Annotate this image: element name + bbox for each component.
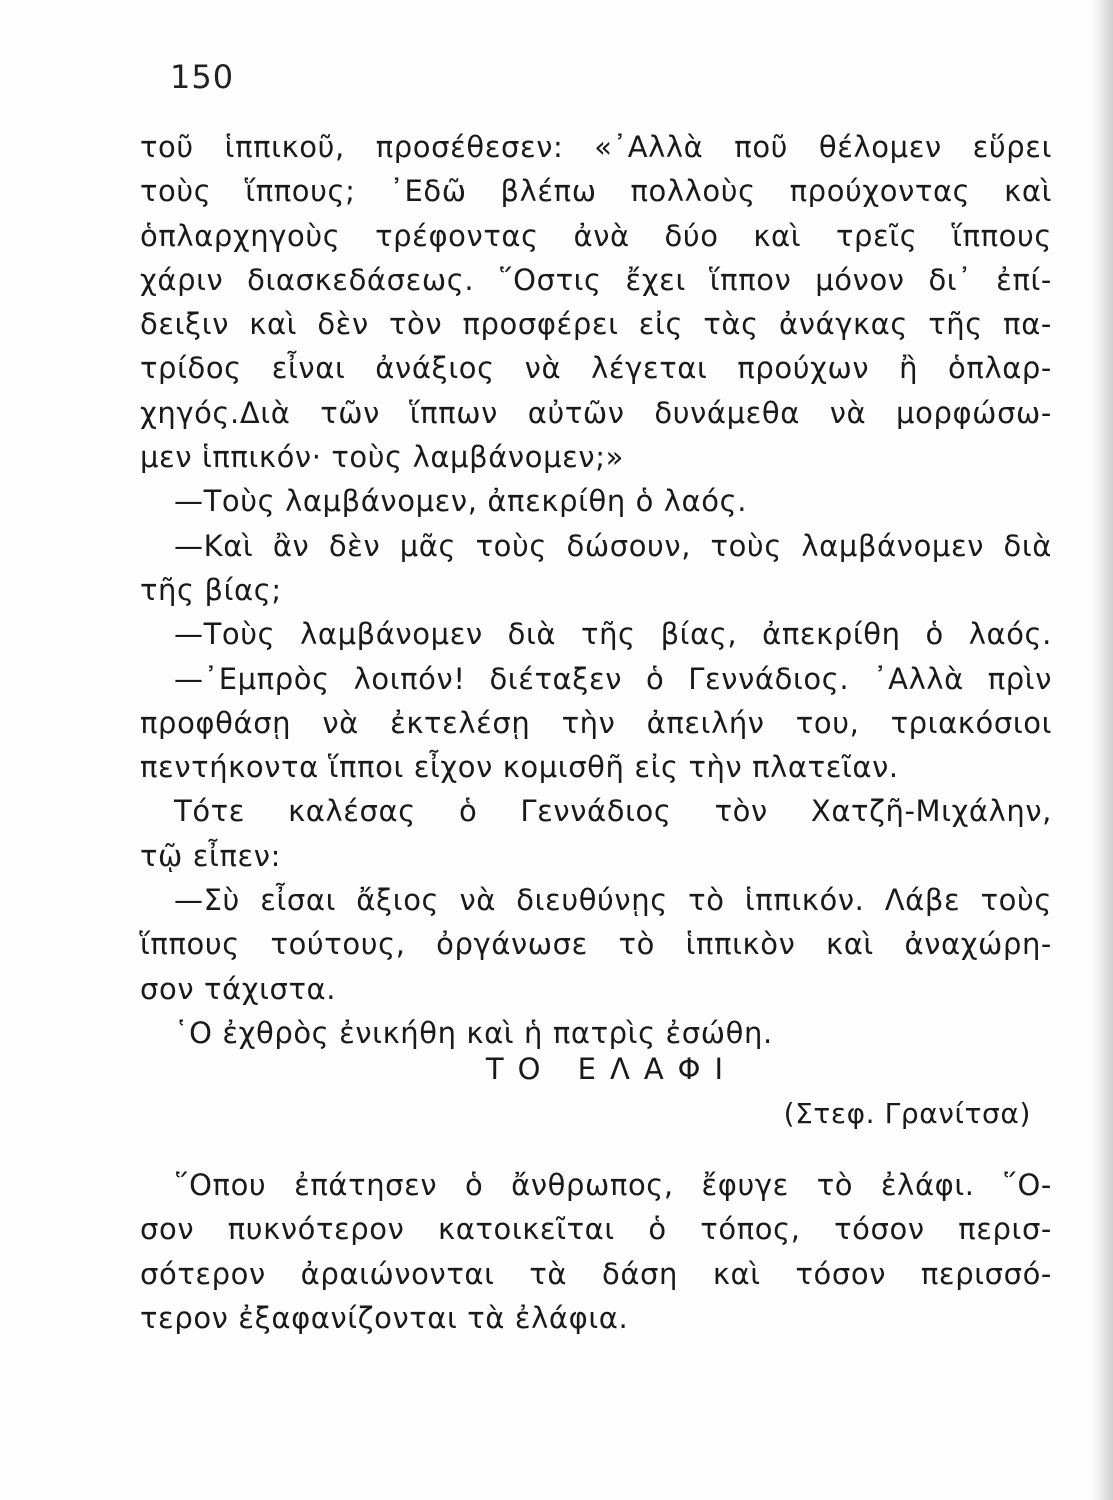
- text-line: χάριν διασκεδάσεως. ῞Οστις ἔχει ἵππον μόνον δι᾿ ἐπί-: [140, 262, 1052, 297]
- section-text: [140, 1163, 1052, 1340]
- text-line: πεντήκοντα ἵπποι εἶχον κομισθῆ εἰς τὴν πλατεῖαν.: [140, 750, 899, 785]
- section-heading: ΤΟ ΕΛΑΦΙ: [485, 1052, 738, 1086]
- text-line: τερον ἐξαφανίζονται τὰ ἐλάφια.: [140, 1300, 629, 1335]
- text-line: προφθάσῃ νὰ ἐκτελέσῃ τὴν ἀπειλήν του, τριακόσιοι: [140, 705, 1052, 740]
- author-attribution: (Στεφ. Γρανίτσα): [783, 1097, 1031, 1130]
- text-line: τῆς βίας;: [140, 572, 282, 607]
- text-line: σον πυκνότερον κατοικεῖται ὁ τόπος, τόσον περισ-: [140, 1212, 1052, 1247]
- text-line: σότερον ἀραιώνονται τὰ δάση καὶ τόσον περισσό-: [140, 1256, 1052, 1291]
- page-edge-shadow: [1091, 0, 1113, 1500]
- text-line: ῞Οπου ἐπάτησεν ὁ ἄνθρωπος, ἔφυγε τὸ ἐλάφι. ῞Ο-: [174, 1168, 1052, 1202]
- text-line: —Τοὺς λαμβάνομεν διὰ τῆς βίας, ἀπεκρίθη ὁ λαός.: [174, 617, 1052, 652]
- text-line: χηγός.Διὰ τῶν ἵππων αὐτῶν δυνάμεθα νὰ μορφώσω-: [140, 395, 1052, 430]
- text-line: —Σὺ εἶσαι ἄξιος νὰ διευθύνῃς τὸ ἱππικόν. Λάβε τοὺς: [174, 883, 1052, 918]
- text-line: —Τοὺς λαμβάνομεν, ἀπεκρίθη ὁ λαός.: [174, 484, 748, 519]
- text-line: ῾Ο ἐχθρὸς ἐνικήθη καὶ ἡ πατρὶς ἐσώθη.: [174, 1015, 773, 1050]
- text-line: τοὺς ἵππους; ᾿Εδῶ βλέπω πολλοὺς προύχοντας καὶ: [140, 174, 1052, 209]
- text-line: ὁπλαρχηγοὺς τρέφοντας ἀνὰ δύο καὶ τρεῖς ἵππους: [140, 218, 1052, 253]
- text-line: μεν ἱππικόν· τοὺς λαμβάνομεν;»: [140, 440, 624, 475]
- text-line: —᾿Εμπρὸς λοιπόν! διέταξεν ὁ Γεννάδιος. ᾿Αλλὰ πρὶν: [174, 661, 1052, 696]
- text-line: δειξιν καὶ δὲν τὸν προσφέρει εἰς τὰς ἀνάγκας τῆς πα-: [140, 307, 1052, 342]
- story-text: [140, 125, 1052, 1055]
- text-line: ἵππους τούτους, ὀργάνωσε τὸ ἱππικὸν καὶ ἀναχώρη-: [140, 927, 1052, 962]
- page-number: 150: [170, 58, 235, 96]
- text-line: τῷ εἶπεν:: [140, 838, 281, 873]
- text-line: —Καὶ ἂν δὲν μᾶς τοὺς δώσουν, τοὺς λαμβάνομεν διὰ: [174, 528, 1052, 563]
- text-line: τοῦ ἱππικοῦ, προσέθεσεν: «᾿Αλλὰ ποῦ θέλομεν εὕρει: [140, 130, 1052, 164]
- text-line: σον τάχιστα.: [140, 971, 337, 1006]
- text-line: τρίδος εἶναι ἀνάξιος νὰ λέγεται προύχων ἢ ὁπλαρ-: [140, 351, 1052, 386]
- text-line: Τότε καλέσας ὁ Γεννάδιος τὸν Χατζῆ-Μιχάλην,: [174, 794, 1052, 829]
